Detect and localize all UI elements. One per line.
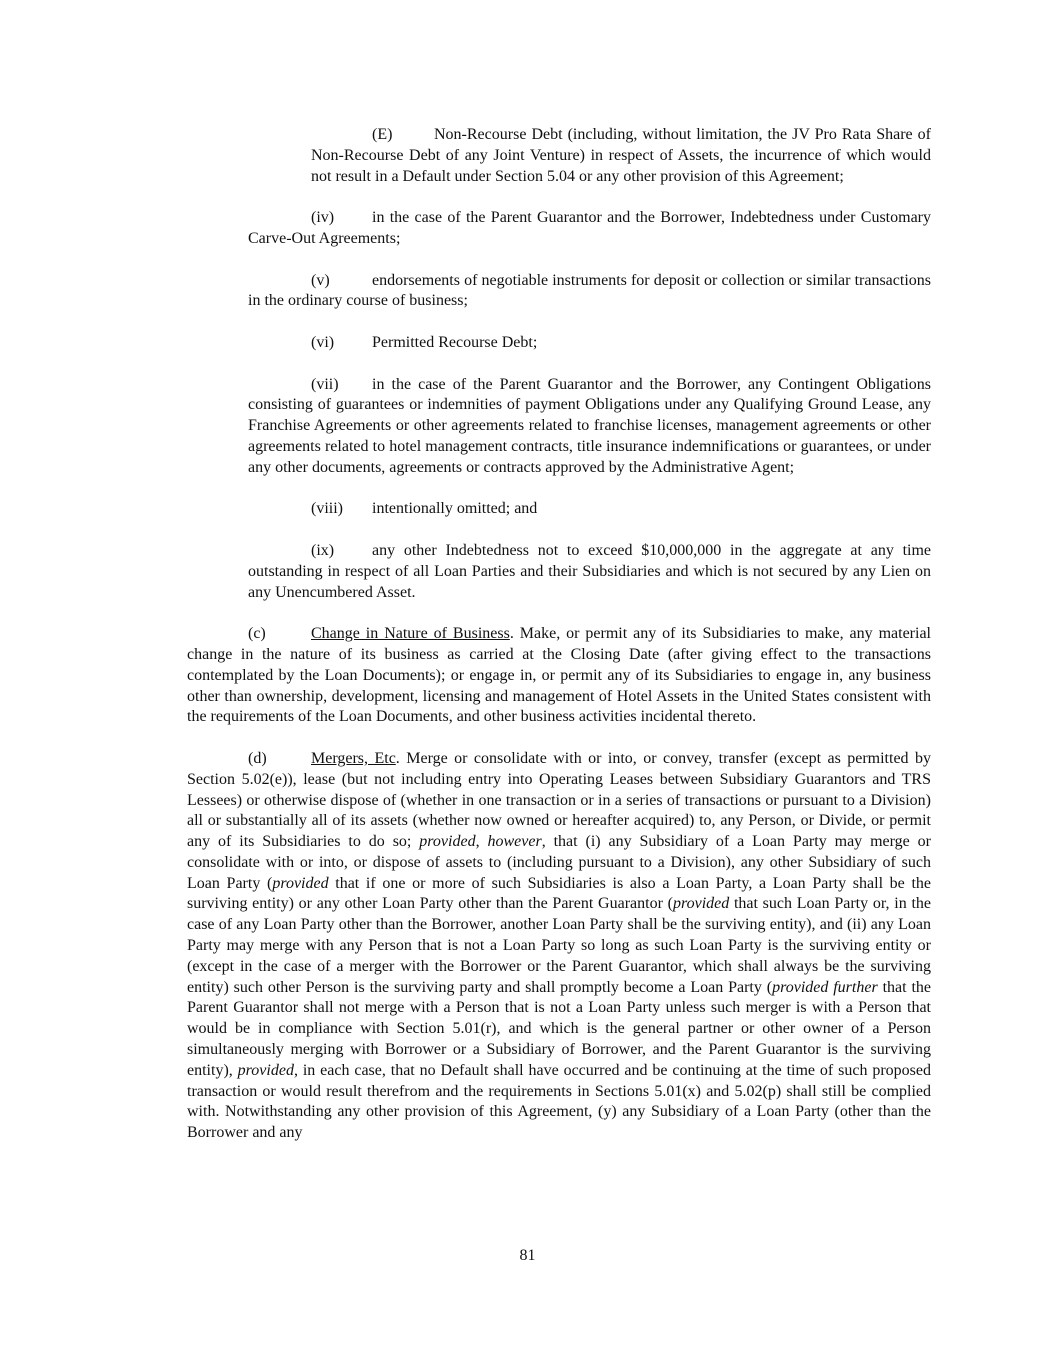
body-text: that the Parent Guarantor shall not merge with a Person that is not a Loan Party unless such merger is with a Person that would be in compliance with Section 5.01(r), and which is the general partner or other owner of a Person simultaneously merging with Borrower or a Subsidiary of Borrower, and the Parent Guarantor is the surviving entity), xyxy=(187,978,931,1079)
body-text: that such Loan Party or, in the case of any Loan Party other than the Borrower, another Loan Party shall be the surviving entity), and (ii) any Loan Party may merge with any Person that is not a Loan Party so long as such Loan Party is the surviving entity or (except in the case of a merger with the Borrower or the Parent Guarantor, which shall always be the surviving entity) such other Person is the surviving party and shall promptly become a Loan Party ( xyxy=(187,895,931,996)
paragraph-label: (E) xyxy=(372,126,393,143)
emphasis-text: provided xyxy=(419,833,476,851)
body-text: in the case of the Parent Guarantor and the Borrower, Indebtedness under Customary Carve-Out Agreements; xyxy=(248,209,931,247)
paragraph-label: (vii) xyxy=(311,375,339,393)
paragraph xyxy=(187,749,931,1144)
paragraph xyxy=(248,541,931,603)
page-number: 81 xyxy=(519,1247,536,1264)
paragraph-label: (c) xyxy=(248,625,266,643)
body-text: Permitted Recourse Debt; xyxy=(372,333,538,351)
body-text: intentionally omitted; and xyxy=(372,500,538,518)
section-heading: Mergers, Etc xyxy=(311,749,396,767)
body-text: endorsements of negotiable instruments for deposit or collection or similar transactions in the ordinary course of business; xyxy=(248,271,931,310)
paragraph xyxy=(248,271,931,313)
paragraph-label: (d) xyxy=(248,749,267,767)
body-text: . Make, or permit any of its Subsidiaries to make, any material change in the nature of its business as carried at the Closing Date (after giving effect to the transactions contemplated by the Loan Documents); or engage in, or permit any of its Subsidiaries to engage in, any business other than ownership, development, licensing and management of Hotel Assets in the United States consistent with the requirements of the Loan Documents, and other business activities incidental thereto. xyxy=(187,625,932,726)
body-text: that if one or more of such Subsidiaries is also a Loan Party, a Loan Party shall be the surviving entity) or any other Loan Party other than the Parent Guarantor ( xyxy=(187,874,931,913)
paragraph-label: (ix) xyxy=(311,541,335,559)
paragraph xyxy=(248,333,931,354)
paragraph-label: (vi) xyxy=(311,333,335,351)
body-text: . Merge or consolidate with or into, or convey, transfer (except as permitted by Section 5.02(e)), lease (but not including entry into Operating Leases between Subsidiary Guarantors and TRS Lessees) or otherwise dispose of (whether in one transaction or in a series of transactions or pursuant to a Division) all or substantially all of its assets (whether now owned or hereafter acquired) to, any Person, or Divide, or permit any of its Subsidiaries to do so; xyxy=(187,749,931,851)
paragraph xyxy=(311,125,931,187)
body-text: , in each case, that no Default shall have occurred and be continuing at the time of such proposed transaction or would result therefrom and the requirements in Sections 5.01(x) and 5.02(p) shall still be complied with. Notwithstanding any other provision of this Agreement, (y) any Subsidiary of a Loan Party (other than the Borrower and any xyxy=(187,1061,931,1142)
paragraph xyxy=(248,208,931,250)
emphasis-text: provided xyxy=(272,874,329,892)
paragraph xyxy=(248,499,931,520)
emphasis-text: provided xyxy=(672,895,730,913)
body-text: Non-Recourse Debt (including, without limitation, the JV Pro Rata Share of Non-Recourse Debt of any Joint Venture) in respect of Assets, the incurrence of which would not result in a Default under Section 5.04 or any other provision of this Agreement; xyxy=(311,126,931,185)
paragraph-label: (viii) xyxy=(311,500,343,518)
paragraph xyxy=(187,624,931,728)
body-text: in the case of the Parent Guarantor and the Borrower, any Contingent Obligations consisting of guarantees or indemnities of payment Obligations under any Qualifying Ground Lease, any Franchise Agreements or other agreements related to franchise licenses, management agreements or other agreements related to hotel management contracts, title insurance indemnifications or guarantees, or under any other documents, agreements or contracts approved by the Administrative Agent; xyxy=(248,375,931,476)
paragraph-label: (v) xyxy=(311,271,330,289)
body-text: any other Indebtedness not to exceed $10,000,000 in the aggregate at any time outstanding in respect of all Loan Parties and their Subsidiaries and which is not secured by any Lien on any Unencumbered Asset. xyxy=(248,541,931,601)
section-heading: Change in Nature of Business xyxy=(311,625,510,643)
emphasis-text: provided further xyxy=(772,978,878,996)
body-text: , xyxy=(475,833,488,851)
document-body xyxy=(187,125,931,1165)
emphasis-text: provided xyxy=(237,1061,294,1079)
body-text: , that (i) any Subsidiary of a Loan Party may merge or consolidate with or into, or dispose of assets to (including pursuant to a Division), any other Subsidiary of such Loan Party ( xyxy=(187,833,932,892)
paragraph xyxy=(248,375,931,479)
paragraph-label: (iv) xyxy=(311,209,335,227)
emphasis-text: however xyxy=(487,833,542,851)
